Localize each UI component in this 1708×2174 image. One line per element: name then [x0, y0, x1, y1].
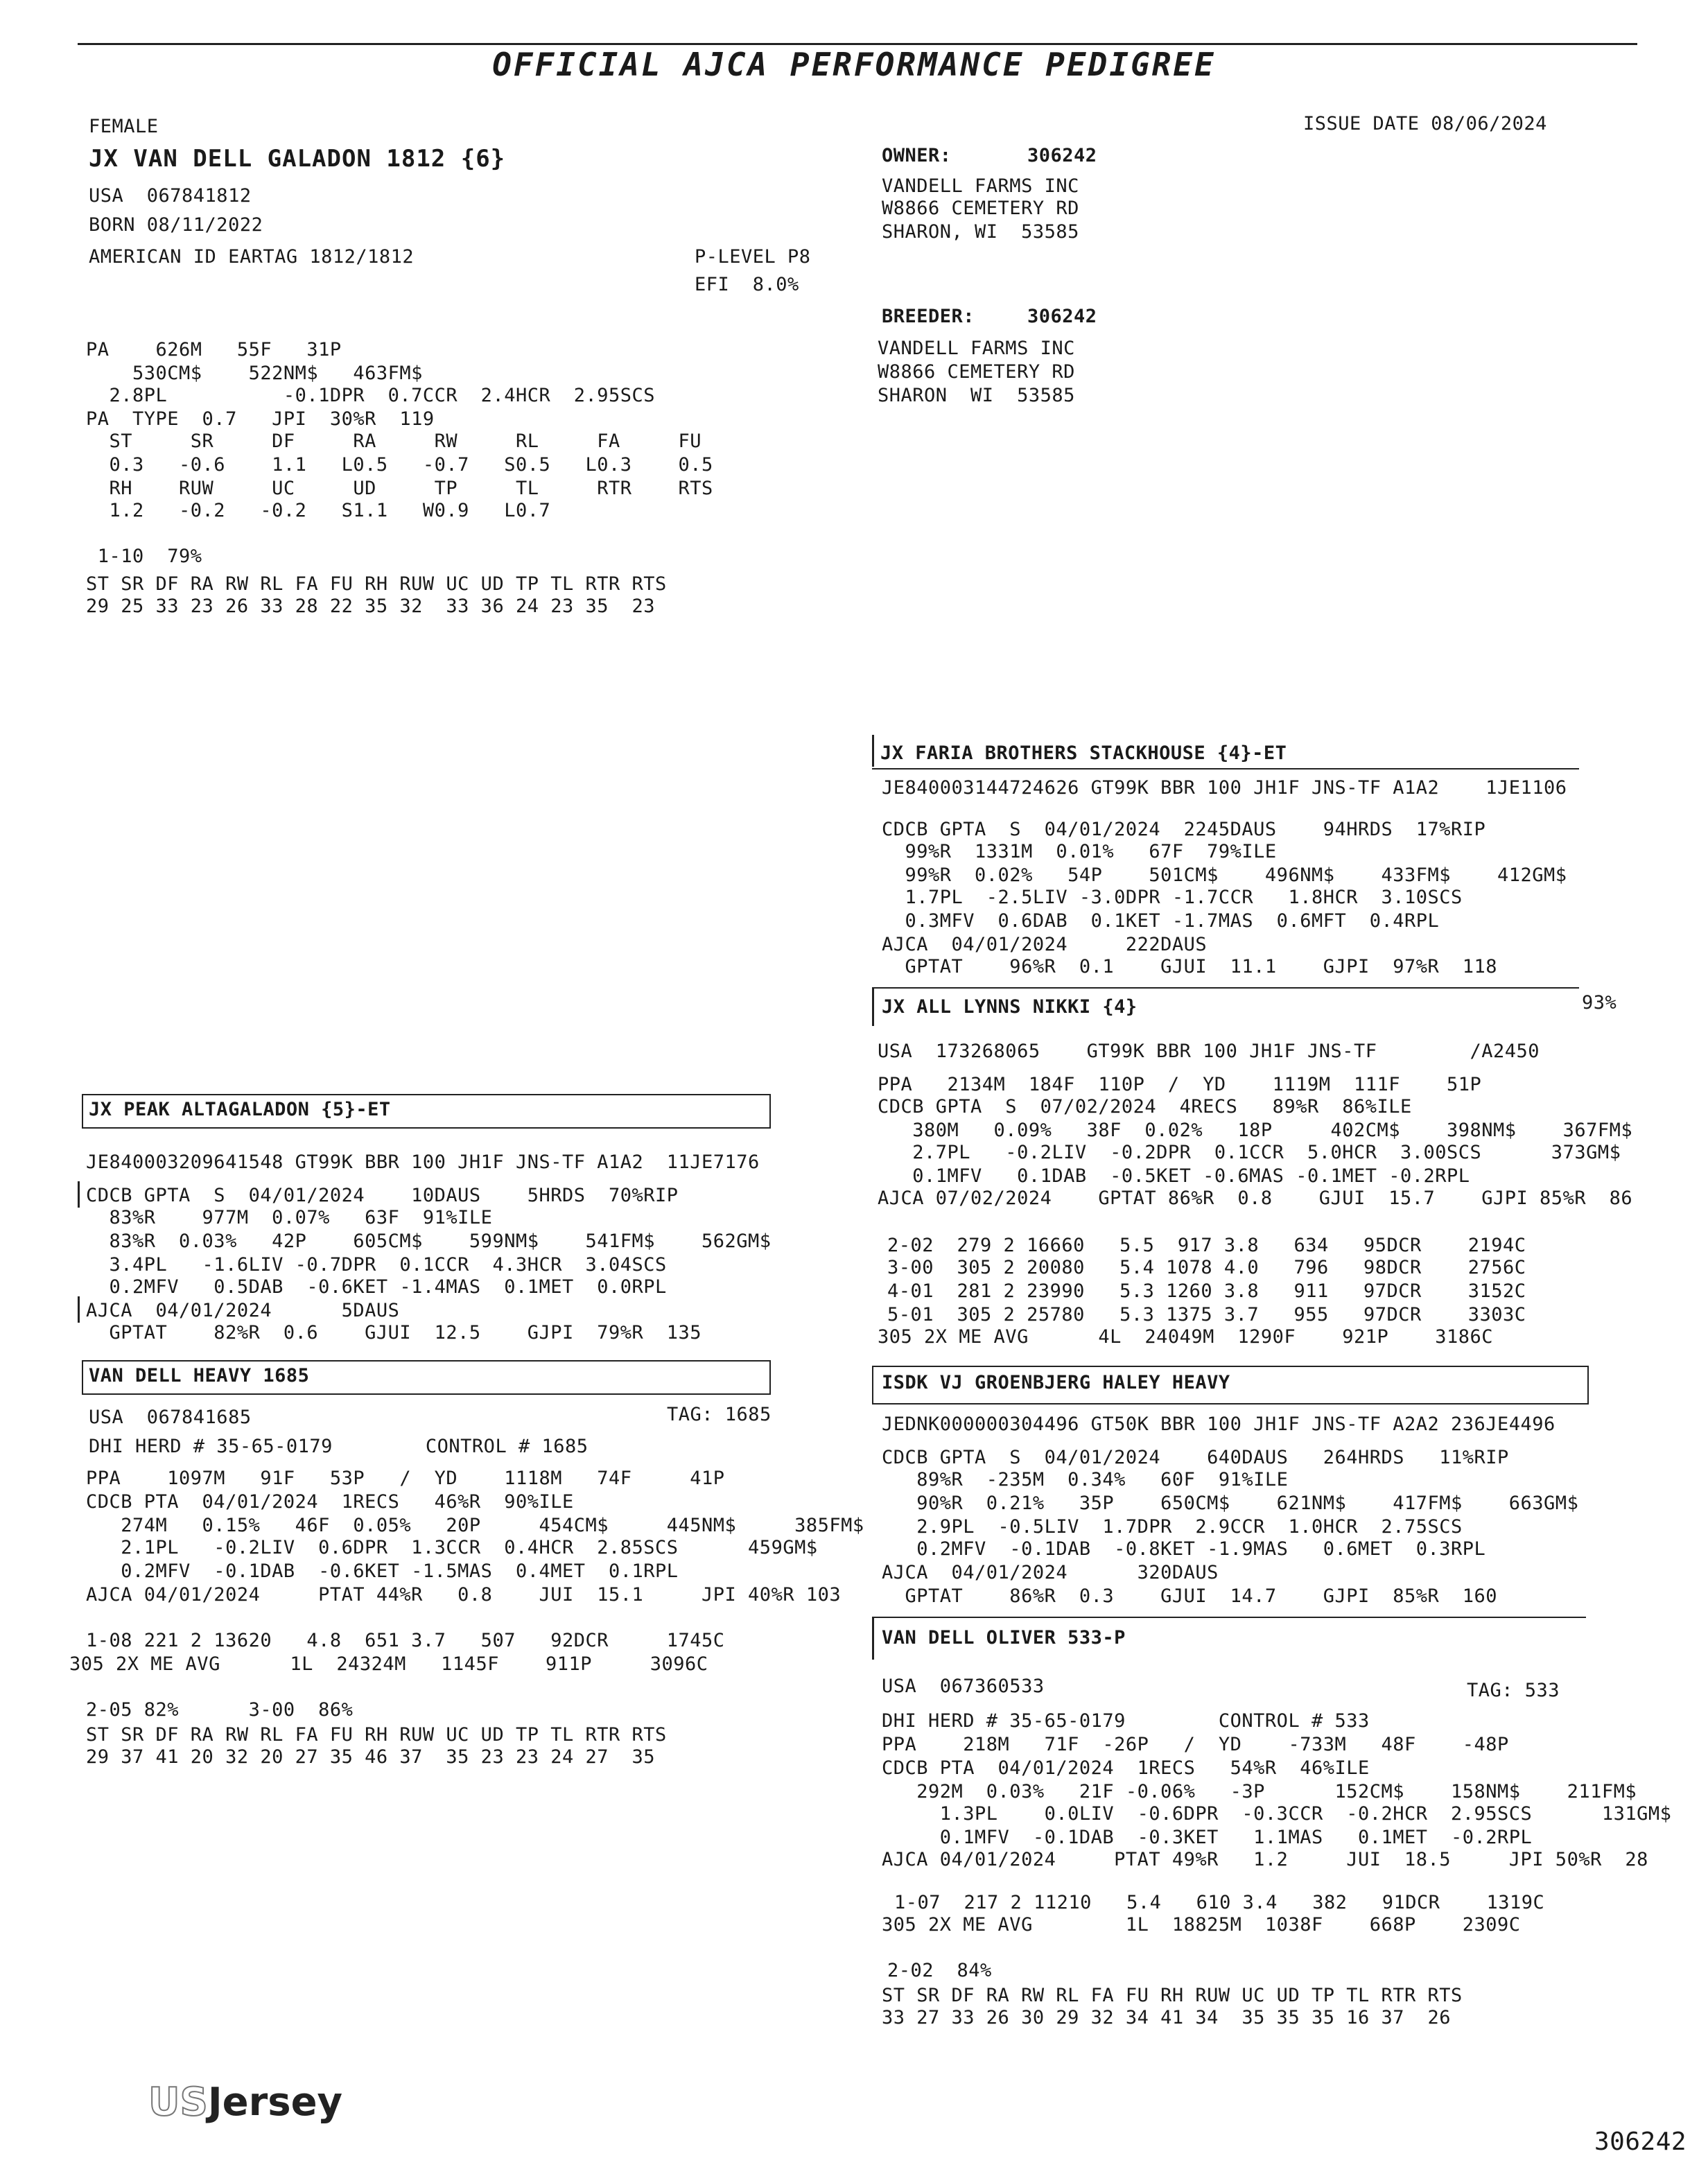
- sire-dam-line: USA 173268065 GT99K BBR 100 JH1F JNS-TF /A2450: [878, 1041, 1540, 1062]
- dam-sire-line: 90%R 0.21% 35P 650CM$ 621NM$ 417FM$ 663GM$: [882, 1493, 1579, 1514]
- dam-line: CDCB PTA 04/01/2024 1RECS 46%R 90%ILE: [86, 1491, 574, 1513]
- dam-sire-line: AJCA 04/01/2024 320DAUS: [882, 1562, 1219, 1583]
- sire-dam-me-avg: 305 2X ME AVG 4L 24049M 1290F 921P 3186C: [878, 1326, 1494, 1348]
- sire-dam-lactation: 5-01 305 2 25780 5.3 1375 3.7 955 97DCR 3303C: [887, 1304, 1526, 1325]
- pa-trait-header: RH RUW UC UD TP TL RTR RTS: [86, 478, 713, 499]
- sire-line: CDCB GPTA S 04/01/2024 10DAUS 5HRDS 70%RIP: [86, 1185, 679, 1206]
- dam-line: 2.1PL -0.2LIV 0.6DPR 1.3CCR 0.4HCR 2.85SCS 459GM$: [86, 1537, 818, 1558]
- owner-address: W8866 CEMETERY RD: [882, 198, 1079, 219]
- dam-id: USA 067841685: [89, 1407, 252, 1428]
- dam-dam-line: DHI HERD # 35-65-0179 CONTROL # 533: [882, 1710, 1370, 1732]
- sire-sire-line: 0.3MFV 0.6DAB 0.1KET -1.7MAS 0.6MFT 0.4RPL: [882, 910, 1440, 932]
- dam-dam-marker: [872, 1617, 874, 1660]
- sire-sire-line: JE840003144724626 GT99K BBR 100 JH1F JNS-TF A1A2 1JE1106: [882, 777, 1567, 799]
- header-rule: [78, 43, 1637, 45]
- sire-sire-line: 99%R 1331M 0.01% 67F 79%ILE: [882, 841, 1277, 862]
- sire-sire-line: GPTAT 96%R 0.1 GJUI 11.1 GJPI 97%R 118: [882, 956, 1498, 977]
- dam-dam-line: CDCB PTA 04/01/2024 1RECS 54%R 46%ILE: [882, 1757, 1370, 1779]
- sire-dam-line: PPA 2134M 184F 110P / YD 1119M 111F 51P: [878, 1074, 1482, 1095]
- p-level: P-LEVEL P8: [695, 246, 811, 268]
- pa-line: PA 626M 55F 31P: [86, 339, 342, 360]
- efi: EFI 8.0%: [695, 274, 799, 295]
- dam-dam-tag: TAG: 533: [1467, 1680, 1560, 1701]
- breeder-address: W8866 CEMETERY RD: [878, 361, 1075, 383]
- owner-name: VANDELL FARMS INC: [882, 175, 1079, 197]
- sire-dam-lactation: 4-01 281 2 23990 5.3 1260 3.8 911 97DCR 3152C: [887, 1280, 1526, 1302]
- sire-sire-line: 1.7PL -2.5LIV -3.0DPR -1.7CCR 1.8HCR 3.10SCS: [882, 887, 1463, 908]
- breeder-label: BREEDER:: [882, 306, 975, 327]
- dam-sire-name: ISDK VJ GROENBJERG HALEY HEAVY: [882, 1372, 1230, 1393]
- dam-sire-line: CDCB GPTA S 04/01/2024 640DAUS 264HRDS 11%RIP: [882, 1447, 1509, 1468]
- dam-dam-name: VAN DELL OLIVER 533-P: [882, 1627, 1126, 1649]
- dam-line: DHI HERD # 35-65-0179 CONTROL # 1685: [89, 1436, 589, 1457]
- dam-name: VAN DELL HEAVY 1685: [89, 1365, 310, 1386]
- dam-line: PPA 1097M 91F 53P / YD 1118M 74F 41P: [86, 1468, 725, 1489]
- dam-score-header: ST SR DF RA RW RL FA FU RH RUW UC UD TP TL RTR RTS: [86, 1724, 667, 1746]
- animal-name: JX VAN DELL GALADON 1812 {6}: [89, 145, 506, 173]
- animal-birth-date: BORN 08/11/2022: [89, 214, 263, 236]
- sire-dam-line: CDCB GPTA S 07/02/2024 4RECS 89%R 86%ILE: [878, 1096, 1412, 1118]
- sire-dam-rule: [872, 987, 1579, 989]
- sire-name: JX PEAK ALTAGALADON {5}-ET: [89, 1099, 391, 1120]
- dam-line: 0.2MFV -0.1DAB -0.6KET -1.5MAS 0.4MET 0.1RPL: [86, 1560, 679, 1582]
- sire-marker: [78, 1181, 80, 1208]
- dam-dam-line: PPA 218M 71F -26P / YD -733M 48F -48P: [882, 1734, 1509, 1755]
- animal-american-id: AMERICAN ID EARTAG 1812/1812: [89, 246, 415, 268]
- animal-id: USA 067841812: [89, 185, 252, 207]
- sire-sire-line: AJCA 04/01/2024 222DAUS: [882, 934, 1208, 955]
- pa-classification: 1-10 79%: [86, 546, 202, 567]
- sire-line: AJCA 04/01/2024 5DAUS: [86, 1300, 400, 1321]
- pa-score-header: ST SR DF RA RW RL FA FU RH RUW UC UD TP TL RTR RTS: [86, 573, 667, 595]
- pa-trait-header: ST SR DF RA RW RL FA FU: [86, 431, 702, 452]
- sire-line: 83%R 977M 0.07% 63F 91%ILE: [86, 1207, 493, 1228]
- sire-sire-name: JX FARIA BROTHERS STACKHOUSE {4}-ET: [880, 742, 1287, 764]
- breeder-city: SHARON WI 53585: [878, 385, 1075, 406]
- sire-line: 0.2MFV 0.5DAB -0.6KET -1.4MAS 0.1MET 0.0RPL: [86, 1276, 667, 1298]
- pa-trait-values: 0.3 -0.6 1.1 L0.5 -0.7 S0.5 L0.3 0.5: [86, 454, 713, 476]
- sire-line: GPTAT 82%R 0.6 GJUI 12.5 GJPI 79%R 135: [86, 1322, 702, 1343]
- sire-marker: [78, 1296, 80, 1323]
- dam-sire-line: GPTAT 86%R 0.3 GJUI 14.7 GJPI 85%R 160: [882, 1585, 1498, 1607]
- sire-dam-name: JX ALL LYNNS NIKKI {4}: [882, 996, 1138, 1018]
- dam-dam-line: 1.3PL 0.0LIV -0.6DPR -0.3CCR -0.2HCR 2.95SCS 131GM$: [882, 1803, 1672, 1825]
- breeder-number: 306242: [1027, 306, 1097, 327]
- dam-dam-line: AJCA 04/01/2024 PTAT 49%R 1.2 JUI 18.5 JPI 50%R 28: [882, 1849, 1648, 1870]
- dam-line: 274M 0.15% 46F 0.05% 20P 454CM$ 445NM$ 385FM$: [86, 1515, 864, 1536]
- dam-tag: TAG: 1685: [667, 1404, 772, 1425]
- dam-dam-rule: [872, 1617, 1586, 1618]
- pa-line: 530CM$ 522NM$ 463FM$: [86, 363, 423, 384]
- dam-dam-score-values: 33 27 33 26 30 29 32 34 41 34 35 35 35 16 37 26: [882, 2007, 1452, 2028]
- dam-dam-lactation: 1-07 217 2 11210 5.4 610 3.4 382 91DCR 1319C: [894, 1892, 1545, 1913]
- pa-line: 2.8PL -0.1DPR 0.7CCR 2.4HCR 2.95SCS: [86, 385, 656, 406]
- dam-dam-line: 292M 0.03% 21F -0.06% -3P 152CM$ 158NM$ 211FM$: [882, 1781, 1637, 1802]
- usjersey-logo: [148, 2080, 342, 2125]
- sire-line: JE840003209641548 GT99K BBR 100 JH1F JNS-TF A1A2 11JE7176: [86, 1151, 760, 1173]
- owner-city: SHARON, WI 53585: [882, 221, 1079, 243]
- dam-dam-id: USA 067360533: [882, 1676, 1045, 1697]
- dam-sire-line: 0.2MFV -0.1DAB -0.8KET -1.9MAS 0.6MET 0.3RPL: [882, 1538, 1486, 1560]
- sire-line: 3.4PL -1.6LIV -0.7DPR 0.1CCR 4.3HCR 3.04SCS: [86, 1254, 667, 1276]
- sire-sire-line: 99%R 0.02% 54P 501CM$ 496NM$ 433FM$ 412GM$: [882, 864, 1567, 886]
- dam-sire-line: 89%R -235M 0.34% 60F 91%ILE: [882, 1469, 1289, 1490]
- owner-label: OWNER:: [882, 145, 952, 166]
- dam-dam-score-header: ST SR DF RA RW RL FA FU RH RUW UC UD TP TL RTR RTS: [882, 1985, 1463, 2006]
- sire-dam-lactation: 3-00 305 2 20080 5.4 1078 4.0 796 98DCR 2756C: [887, 1257, 1526, 1278]
- pa-trait-values: 1.2 -0.2 -0.2 S1.1 W0.9 L0.7: [86, 500, 551, 521]
- pa-score-values: 29 25 33 23 26 33 28 22 35 32 33 36 24 23 35 23: [86, 595, 656, 617]
- page-footer-number: 306242: [1594, 2128, 1687, 2156]
- breeder-name: VANDELL FARMS INC: [878, 338, 1075, 359]
- owner-number: 306242: [1027, 145, 1097, 166]
- sire-dam-lactation: 2-02 279 2 16660 5.5 917 3.8 634 95DCR 2194C: [887, 1235, 1526, 1256]
- sire-sire-rule: [872, 768, 1579, 769]
- issue-date: ISSUE DATE 08/06/2024: [1303, 113, 1547, 134]
- animal-sex: FEMALE: [89, 116, 159, 137]
- sire-sire-line: CDCB GPTA S 04/01/2024 2245DAUS 94HRDS 17%RIP: [882, 819, 1486, 840]
- sire-dam-percent: 93%: [1582, 992, 1617, 1014]
- sire-line: 83%R 0.03% 42P 605CM$ 599NM$ 541FM$ 562GM$: [86, 1231, 772, 1252]
- sire-sire-marker: [872, 735, 874, 767]
- sire-dam-line: AJCA 07/02/2024 GPTAT 86%R 0.8 GJUI 15.7 GJPI 85%R 86: [878, 1188, 1633, 1209]
- dam-lactation: 1-08 221 2 13620 4.8 651 3.7 507 92DCR 1745C: [86, 1630, 725, 1651]
- sire-dam-marker: [872, 987, 874, 1026]
- logo-us: US: [148, 2080, 208, 2125]
- dam-me-avg: 305 2X ME AVG 1L 24324M 1145F 911P 3096C: [69, 1653, 708, 1675]
- dam-score-values: 29 37 41 20 32 20 27 35 46 37 35 23 23 24 27 35: [86, 1746, 656, 1768]
- logo-jersey: Jersey: [207, 2080, 343, 2125]
- dam-dam-line: 0.1MFV -0.1DAB -0.3KET 1.1MAS 0.1MET -0.2RPL: [882, 1827, 1533, 1848]
- dam-classification: 2-05 82% 3-00 86%: [86, 1699, 354, 1721]
- dam-dam-classification: 2-02 84%: [887, 1960, 992, 1981]
- dam-sire-line: JEDNK000000304496 GT50K BBR 100 JH1F JNS-TF A2A2 236JE4496: [882, 1414, 1556, 1435]
- sire-dam-line: 0.1MFV 0.1DAB -0.5KET -0.6MAS -0.1MET -0.2RPL: [878, 1165, 1470, 1187]
- page-title: OFFICIAL AJCA PERFORMANCE PEDIGREE: [492, 46, 1216, 83]
- dam-sire-line: 2.9PL -0.5LIV 1.7DPR 2.9CCR 1.0HCR 2.75SCS: [882, 1516, 1463, 1538]
- sire-dam-line: 2.7PL -0.2LIV -0.2DPR 0.1CCR 5.0HCR 3.00SCS 373GM$: [878, 1142, 1621, 1163]
- dam-line: AJCA 04/01/2024 PTAT 44%R 0.8 JUI 15.1 JPI 40%R 103: [86, 1584, 842, 1606]
- sire-dam-line: 380M 0.09% 38F 0.02% 18P 402CM$ 398NM$ 367FM$: [878, 1120, 1633, 1141]
- dam-dam-me-avg: 305 2X ME AVG 1L 18825M 1038F 668P 2309C: [882, 1914, 1521, 1936]
- pa-type-line: PA TYPE 0.7 JPI 30%R 119: [86, 408, 435, 430]
